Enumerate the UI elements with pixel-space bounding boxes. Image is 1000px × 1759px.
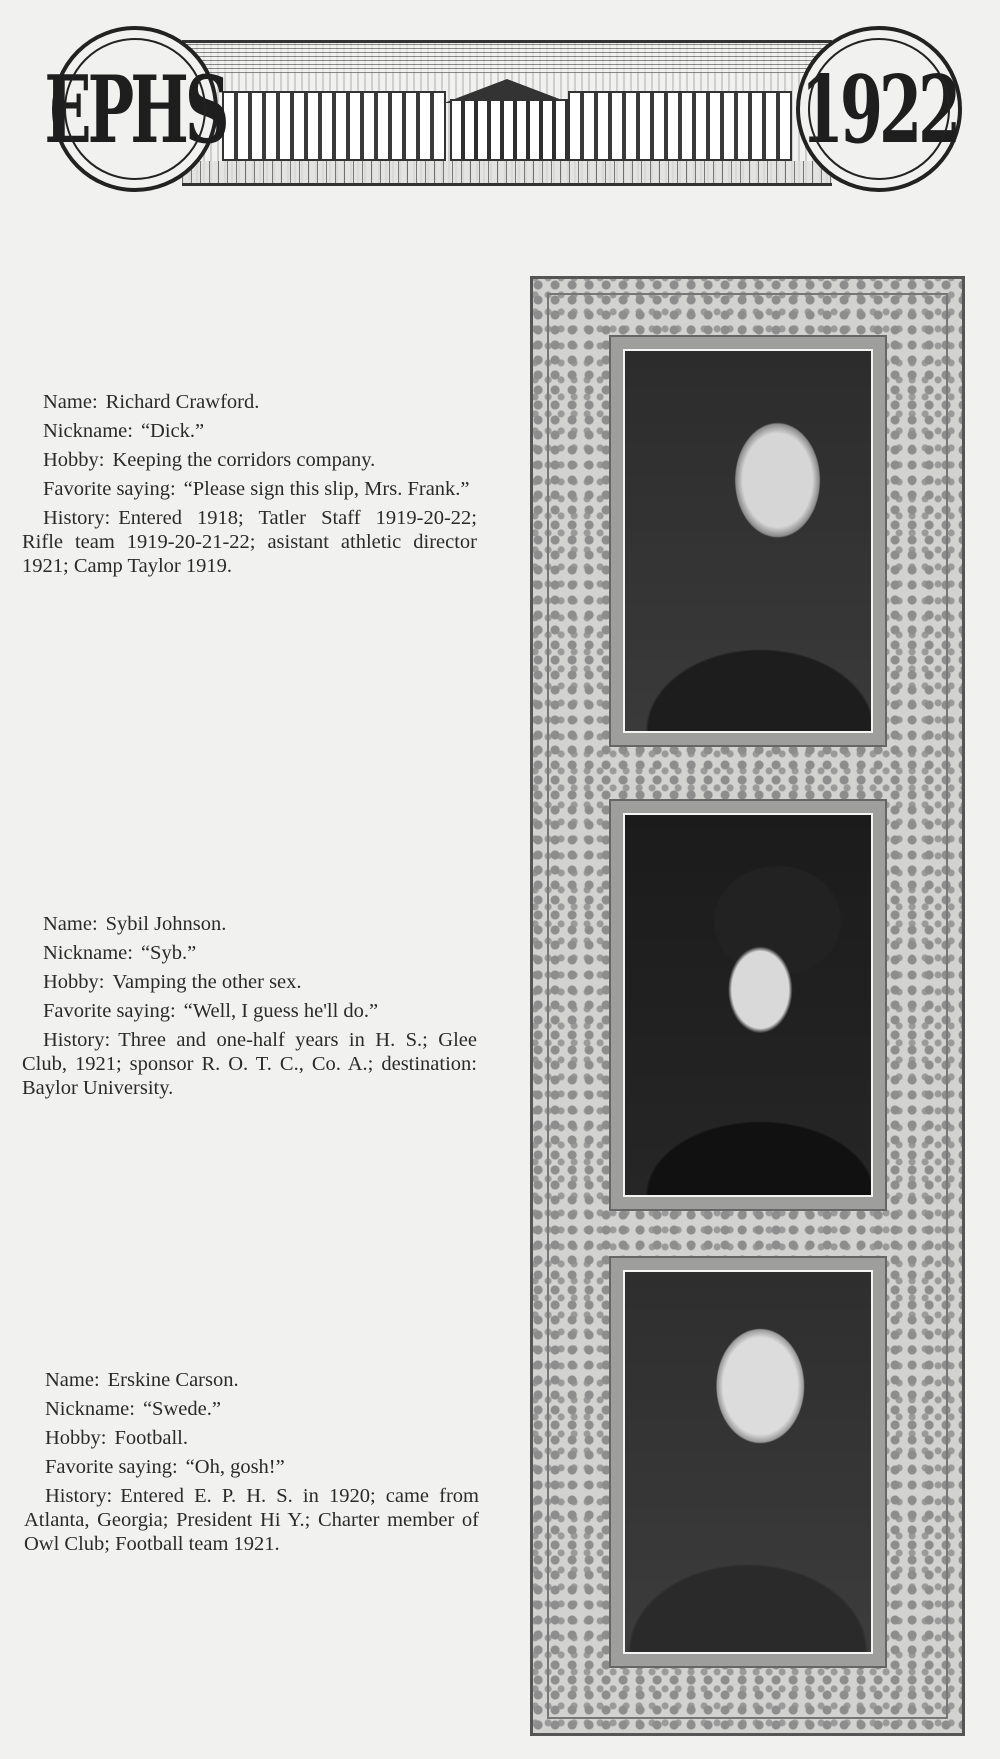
- entry-name-line: Name: Erskine Carson.: [45, 1369, 239, 1391]
- portrait-photo-sybil-johnson: [623, 813, 873, 1197]
- student-nickname: “Swede.”: [142, 1398, 221, 1420]
- entry-hobby-line: Hobby: Vamping the other sex.: [43, 971, 302, 993]
- student-nickname: “Dick.”: [140, 420, 205, 442]
- student-entry: [24, 1368, 479, 1561]
- entry-saying-line: Favorite saying: “Well, I guess he'll do.”: [43, 1000, 379, 1022]
- portrait-photo-erskine-carson: [623, 1270, 873, 1654]
- entry-name-line: Name: Sybil Johnson.: [43, 913, 227, 935]
- entry-history-line: History: Entered 1918; Tatler Staff 1919-20-22; Rifle team 1919-20-21-22; asistant athletic director 1921; Camp Taylor 1919.: [22, 507, 477, 577]
- school-building-illustration: [182, 40, 832, 186]
- entry-history-line: History: Three and one-half years in H. S.; Glee Club, 1921; sponsor R. O. T. C., Co. A.; destination: Baylor University.: [22, 1029, 477, 1099]
- student-entry: [22, 390, 477, 583]
- year-monogram-logo: [796, 26, 962, 192]
- portrait-frame: [609, 799, 887, 1211]
- entry-saying-line: Favorite saying: “Oh, gosh!”: [45, 1456, 285, 1478]
- student-nickname: “Syb.”: [140, 942, 197, 964]
- portrait-photo-richard-crawford: [623, 349, 873, 733]
- left-monogram-text: EPHS: [44, 54, 226, 164]
- entry-hobby-line: Hobby: Football.: [45, 1427, 188, 1449]
- portrait-panel: [530, 276, 965, 1736]
- student-hobby: Vamping the other sex.: [112, 971, 302, 993]
- yearbook-banner: [44, 26, 962, 198]
- portrait-frame: [609, 1256, 887, 1668]
- entry-saying-line: Favorite saying: “Please sign this slip, Mrs. Frank.”: [43, 478, 470, 500]
- right-monogram-text: 1922: [800, 54, 958, 164]
- student-hobby: Keeping the corridors company.: [112, 449, 376, 471]
- student-name: Erskine Carson.: [107, 1369, 239, 1391]
- student-name: Richard Crawford.: [105, 391, 260, 413]
- student-name: Sybil Johnson.: [105, 913, 227, 935]
- student-entry: [22, 912, 477, 1105]
- student-history: Entered 1918; Tatler Staff 1919-20-22; Rifle team 1919-20-21-22; asistant athletic director 1921; Camp Taylor 1919.: [22, 507, 477, 577]
- student-hobby: Football.: [114, 1427, 188, 1449]
- ephs-monogram-logo: [44, 26, 226, 192]
- student-saying: “Well, I guess he'll do.”: [183, 1000, 379, 1022]
- entry-hobby-line: Hobby: Keeping the corridors company.: [43, 449, 376, 471]
- portrait-frame: [609, 335, 887, 747]
- entry-nickname-line: Nickname: “Syb.”: [43, 942, 197, 964]
- entry-name-line: Name: Richard Crawford.: [43, 391, 260, 413]
- student-saying: “Oh, gosh!”: [185, 1456, 285, 1478]
- entry-history-line: History: Entered E. P. H. S. in 1920; came from Atlanta, Georgia; President Hi Y.; Charter member of Owl Club; Football team 1921.: [24, 1485, 479, 1555]
- student-history: Three and one-half years in H. S.; Glee Club, 1921; sponsor R. O. T. C., Co. A.; destination: Baylor University.: [22, 1029, 477, 1099]
- entry-nickname-line: Nickname: “Dick.”: [43, 420, 205, 442]
- student-saying: “Please sign this slip, Mrs. Frank.”: [183, 478, 470, 500]
- student-history: Entered E. P. H. S. in 1920; came from Atlanta, Georgia; President Hi Y.; Charter member of Owl Club; Football team 1921.: [24, 1485, 479, 1555]
- entry-nickname-line: Nickname: “Swede.”: [45, 1398, 221, 1420]
